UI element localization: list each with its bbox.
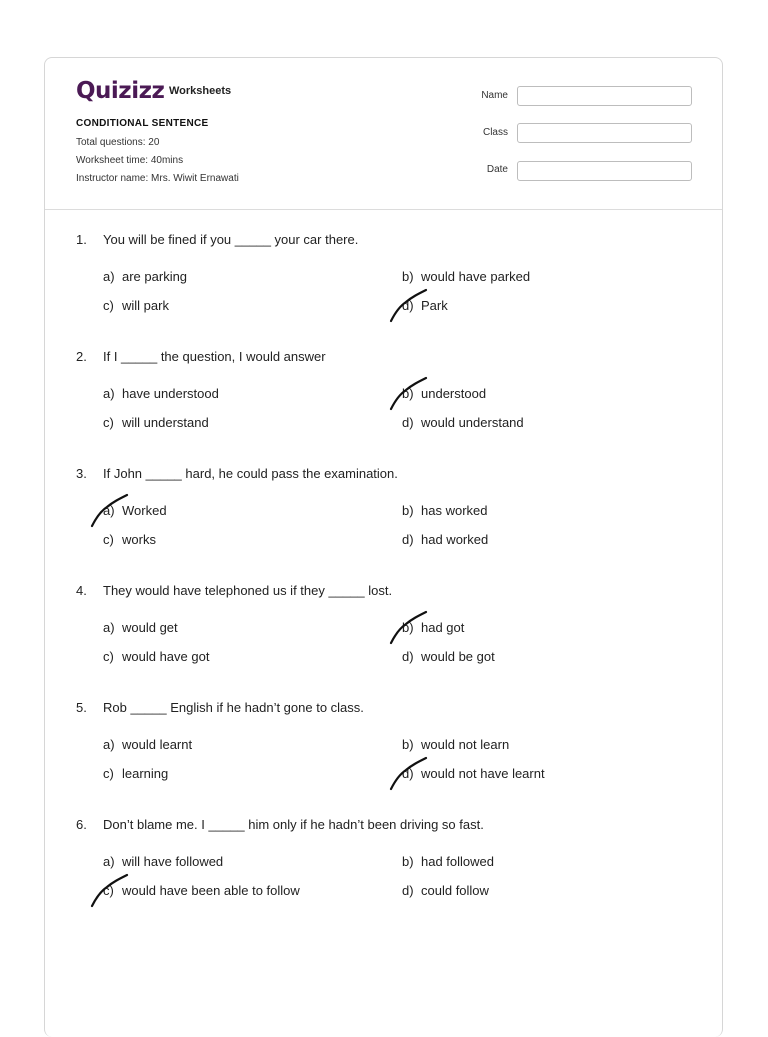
- option-text: has worked: [421, 503, 488, 518]
- option-letter: c): [103, 532, 114, 547]
- handwritten-check-mark: [388, 286, 434, 326]
- option-text: had followed: [421, 854, 494, 869]
- option-letter: b): [402, 620, 414, 635]
- class-field[interactable]: [517, 123, 692, 143]
- question-text: If John _____ hard, he could pass the examination.: [103, 466, 398, 481]
- question-number: 6.: [76, 817, 87, 832]
- handwritten-check-mark: [388, 374, 434, 414]
- question-number: 3.: [76, 466, 87, 481]
- option-letter: a): [103, 737, 115, 752]
- class-label: Class: [482, 127, 508, 138]
- option-text: Worked: [122, 503, 167, 518]
- total-questions: Total questions: 20: [76, 137, 160, 148]
- option-text: will understand: [122, 415, 209, 430]
- logo-subtitle: Worksheets: [169, 85, 232, 97]
- worksheet-header: [45, 58, 722, 210]
- option-a[interactable]: [103, 620, 178, 635]
- option-a[interactable]: [103, 737, 192, 752]
- name-label: Name: [481, 90, 508, 101]
- option-text: have understood: [122, 386, 219, 401]
- option-text: would get: [122, 620, 178, 635]
- option-text: would have parked: [421, 269, 531, 284]
- option-letter: a): [103, 503, 115, 518]
- option-b[interactable]: [402, 737, 509, 752]
- date-label: Date: [486, 164, 508, 175]
- option-letter: d): [402, 532, 414, 547]
- option-text: would not learn: [421, 737, 510, 752]
- option-text: are parking: [122, 269, 188, 284]
- option-a[interactable]: [103, 386, 219, 401]
- option-d[interactable]: [402, 415, 524, 430]
- option-letter: b): [402, 269, 414, 284]
- option-text: would not have learnt: [421, 766, 545, 781]
- question-number: 5.: [76, 700, 87, 715]
- option-text: works: [122, 532, 156, 547]
- handwritten-check-mark: [89, 491, 135, 531]
- option-text: understood: [421, 386, 487, 401]
- option-text: had got: [421, 620, 465, 635]
- option-text: would have been able to follow: [122, 883, 300, 898]
- option-letter: d): [402, 883, 414, 898]
- question-number: 2.: [76, 349, 87, 364]
- option-letter: a): [103, 854, 115, 869]
- option-letter: c): [103, 766, 114, 781]
- option-text: learning: [122, 766, 169, 781]
- handwritten-check-mark: [388, 608, 434, 648]
- option-letter: b): [402, 386, 414, 401]
- option-text: would understand: [421, 415, 524, 430]
- question-number: 1.: [76, 232, 87, 247]
- option-letter: c): [103, 298, 114, 313]
- option-text: will park: [122, 298, 169, 313]
- option-b[interactable]: [402, 854, 494, 869]
- option-text: would learnt: [122, 737, 193, 752]
- date-field[interactable]: [517, 161, 692, 181]
- question-text: Don’t blame me. I _____ him only if he hadn’t been driving so fast.: [103, 817, 484, 832]
- option-d[interactable]: [402, 649, 495, 664]
- option-d[interactable]: [402, 532, 488, 547]
- option-text: could follow: [421, 883, 489, 898]
- question-text: Rob _____ English if he hadn’t gone to class.: [103, 700, 364, 715]
- worksheet-time: Worksheet time: 40mins: [76, 155, 184, 166]
- handwritten-check-mark: [388, 754, 434, 794]
- option-letter: d): [402, 766, 414, 781]
- option-c[interactable]: [103, 415, 209, 430]
- option-text: would be got: [421, 649, 495, 664]
- instructor-name: Instructor name: Mrs. Wiwit Ernawati: [76, 173, 239, 184]
- option-c[interactable]: [103, 649, 209, 664]
- worksheet-title: CONDITIONAL SENTENCE: [76, 118, 209, 129]
- option-c[interactable]: [103, 766, 168, 781]
- question-text: You will be fined if you _____ your car there.: [103, 232, 359, 247]
- option-letter: b): [402, 854, 414, 869]
- option-a[interactable]: [103, 854, 223, 869]
- option-letter: b): [402, 737, 414, 752]
- option-letter: c): [103, 883, 114, 898]
- option-letter: d): [402, 415, 414, 430]
- option-b[interactable]: [402, 269, 530, 284]
- option-c[interactable]: [103, 532, 156, 547]
- option-letter: a): [103, 269, 115, 284]
- option-text: will have followed: [122, 854, 224, 869]
- option-a[interactable]: [103, 269, 187, 284]
- question-text: If I _____ the question, I would answer: [103, 349, 326, 364]
- option-text: would have got: [122, 649, 210, 664]
- option-c[interactable]: [103, 298, 169, 313]
- option-text: Park: [421, 298, 448, 313]
- option-letter: c): [103, 649, 114, 664]
- name-field[interactable]: [517, 86, 692, 106]
- question-number: 4.: [76, 583, 87, 598]
- option-letter: a): [103, 620, 115, 635]
- option-letter: d): [402, 649, 414, 664]
- option-letter: a): [103, 386, 115, 401]
- option-text: had worked: [421, 532, 489, 547]
- option-b[interactable]: [402, 503, 487, 518]
- quizizz-logo: Quizizz: [76, 78, 165, 104]
- question-text: They would have telephoned us if they _____ lost.: [103, 583, 393, 598]
- option-letter: d): [402, 298, 414, 313]
- option-letter: c): [103, 415, 114, 430]
- handwritten-check-mark: [89, 871, 135, 911]
- option-d[interactable]: [402, 883, 489, 898]
- option-letter: b): [402, 503, 414, 518]
